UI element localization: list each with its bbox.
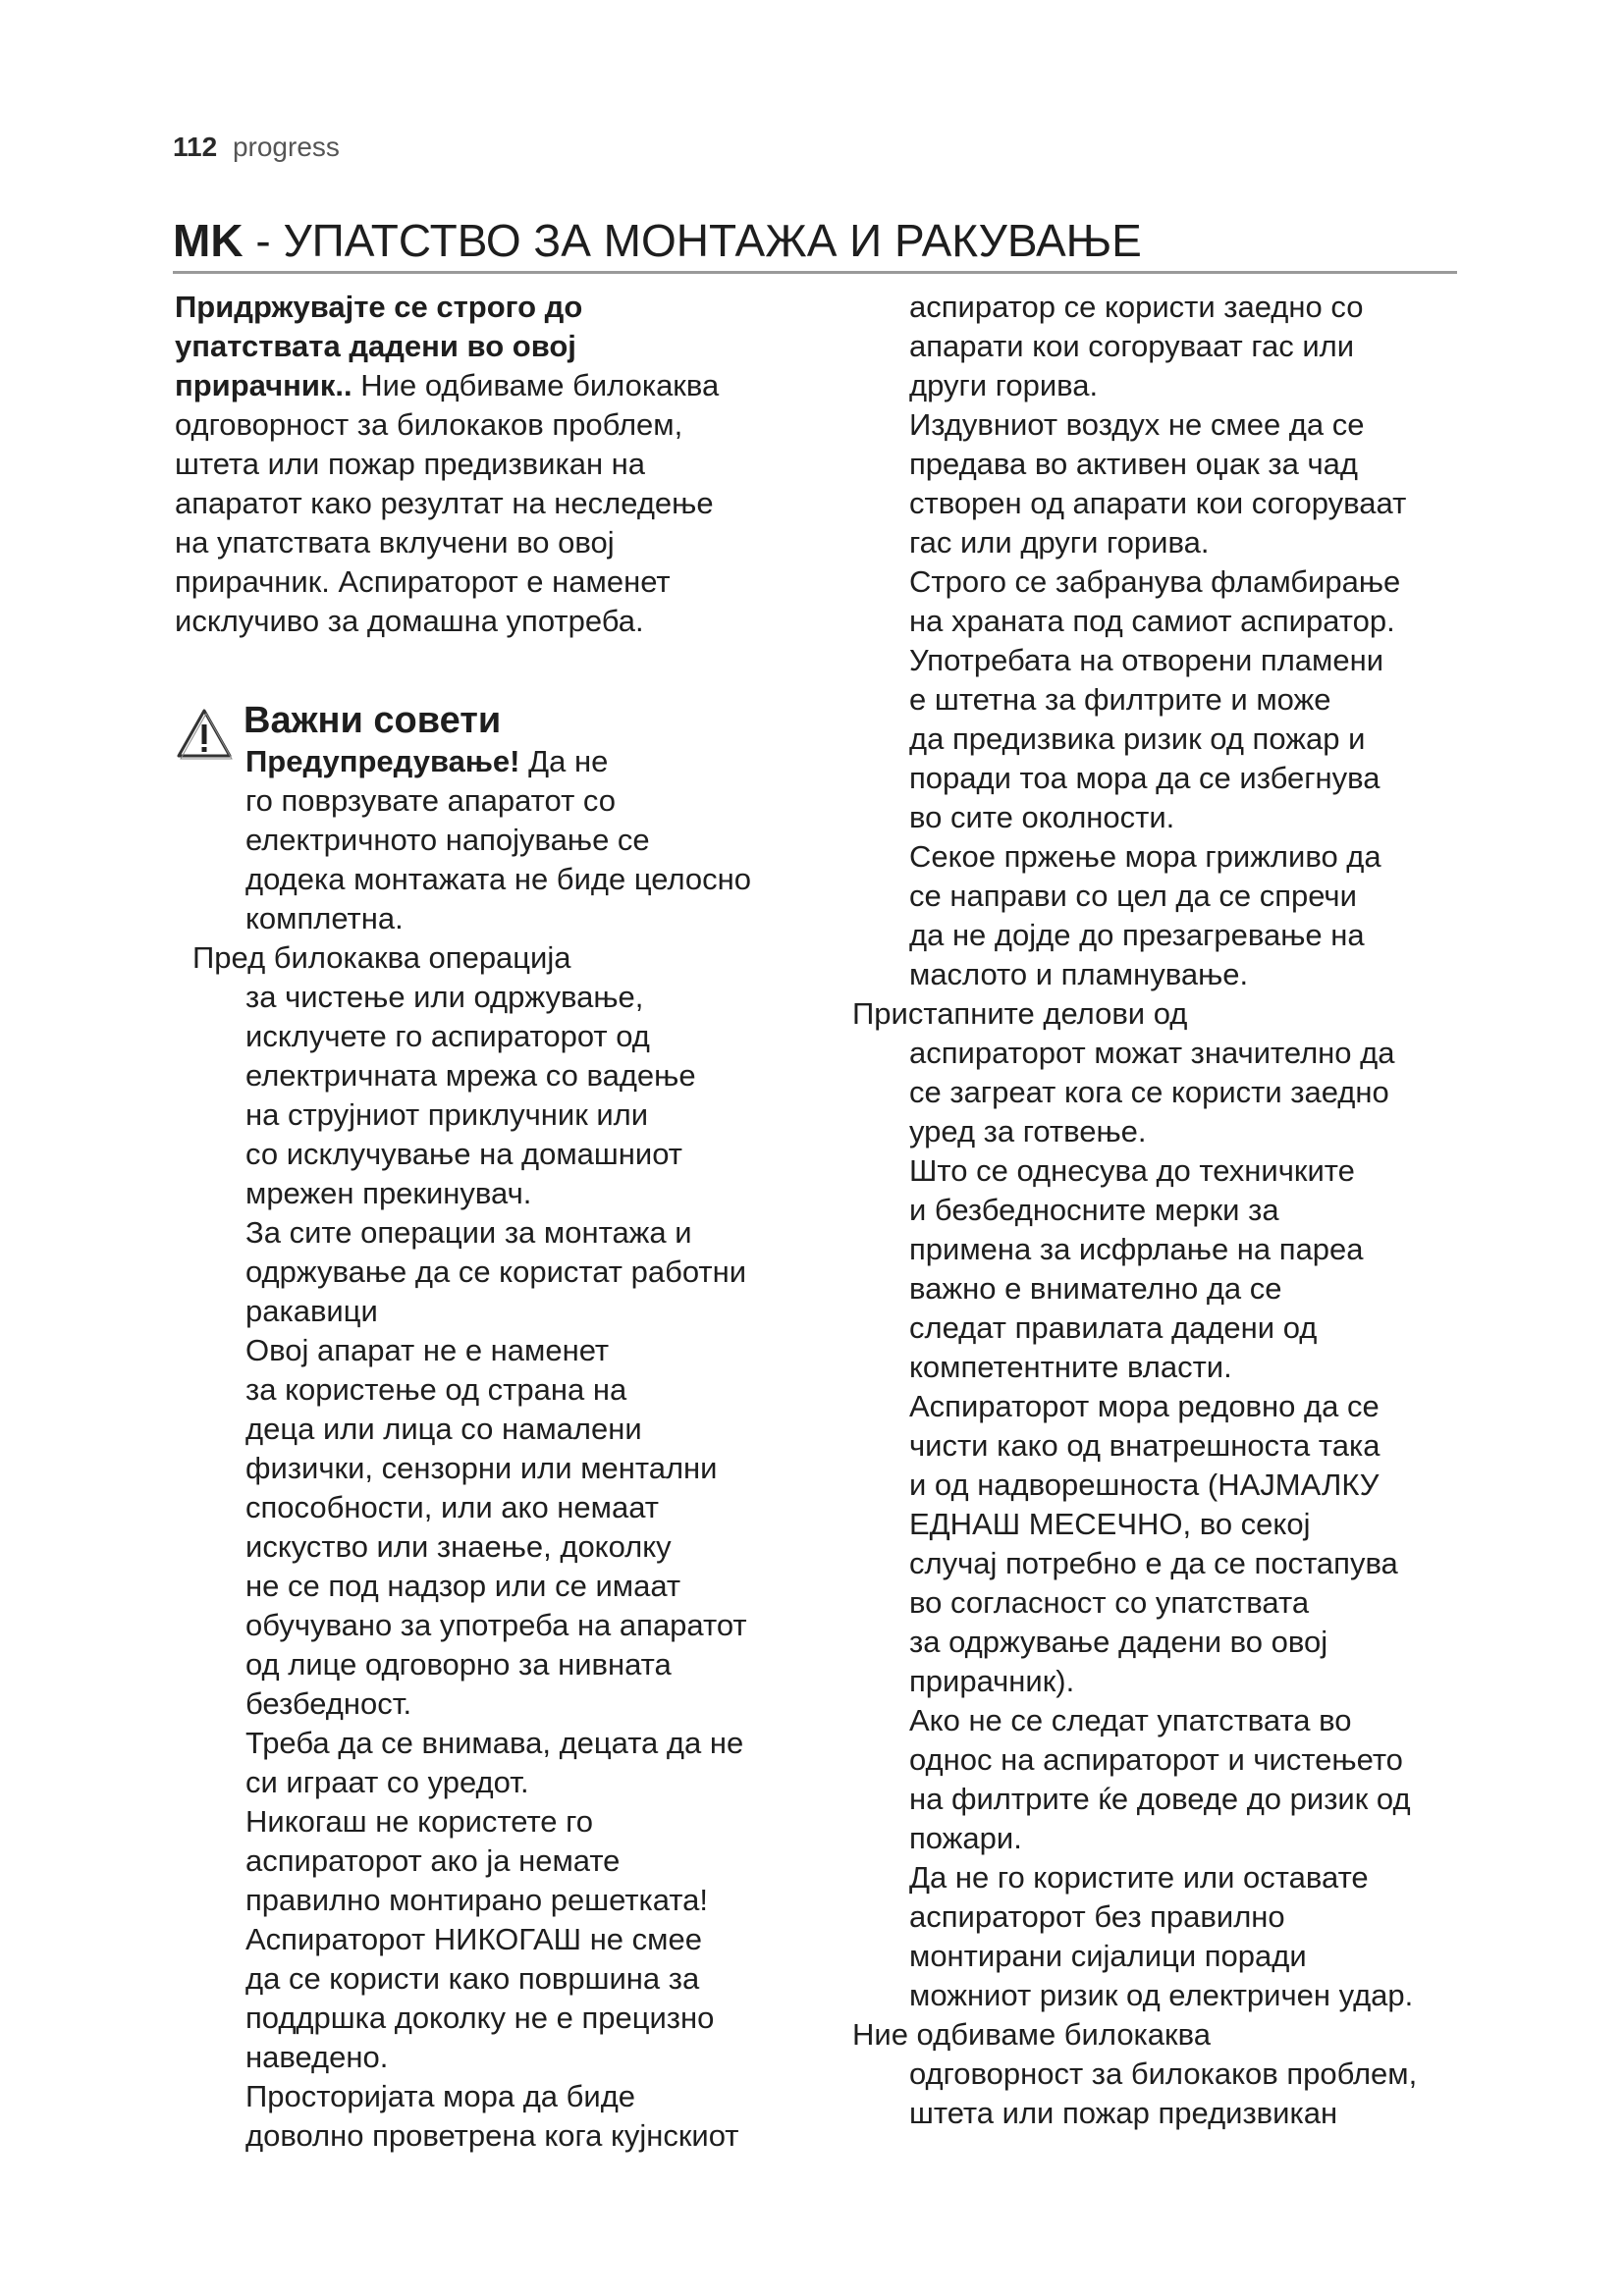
text-line: Ако не се следат упатствата во bbox=[909, 1703, 1352, 1737]
text-line: однос на аспираторот и чистењето bbox=[909, 1742, 1403, 1777]
warning-bold-label: Предупредување! bbox=[245, 744, 520, 778]
text-line: на струјниот приклучник или bbox=[245, 1097, 649, 1132]
text-line: Употребата на отворени пламени bbox=[909, 643, 1384, 677]
text-line: поради тоа мора да се избегнува bbox=[909, 761, 1380, 795]
text-line: створен од апарати кои согоруваат bbox=[909, 486, 1407, 520]
text-line: ракавици bbox=[245, 1294, 378, 1328]
text-line: наведено. bbox=[245, 2040, 389, 2074]
text-line: на упатствата вклучени во овој bbox=[175, 525, 615, 560]
text-line: други горива. bbox=[909, 368, 1099, 402]
text-line: не се под надзор или се имаат bbox=[245, 1569, 681, 1603]
warning-list-left bbox=[175, 978, 813, 2156]
text-line: Строго се забранува фламбирање bbox=[909, 564, 1401, 599]
brand-name: progress bbox=[232, 132, 340, 162]
intro-bold-line: прирачник.. bbox=[175, 368, 352, 402]
text-line: Издувниот воздух не смее да се bbox=[909, 407, 1365, 442]
text-line: Никогаш не користете го bbox=[245, 1804, 594, 1839]
text-line: да се користи како површина за bbox=[245, 1961, 700, 1996]
page-number: 112 bbox=[173, 132, 218, 162]
text-line: безбедност. bbox=[245, 1686, 412, 1721]
warning-list-right-c bbox=[854, 2055, 1463, 2133]
intro-bold-line: упатствата дадени во овој bbox=[175, 329, 576, 363]
group-lead: Пред билокаква операција bbox=[192, 940, 571, 975]
text-line: да не дојде до презагревање на bbox=[909, 918, 1365, 952]
text-line: аспираторот можат значително да bbox=[909, 1036, 1395, 1070]
text-line: исклучиво за домашна употреба. bbox=[175, 604, 644, 638]
text-line: деца или лица со намалени bbox=[245, 1412, 642, 1446]
text-line: Аспираторот НИКОГАШ не смее bbox=[245, 1922, 702, 1956]
left-column bbox=[175, 288, 813, 2156]
text-line: комплетна. bbox=[245, 901, 404, 935]
text-line: Овој апарат не е наменет bbox=[245, 1333, 610, 1367]
text-line: искуство или знаење, доколку bbox=[245, 1529, 672, 1564]
text-line: предава во активен оџак за чад bbox=[909, 447, 1358, 481]
text-line: одговорност за билокаков проблем, bbox=[175, 407, 683, 442]
right-column bbox=[854, 288, 1463, 2133]
text-line: апаратот како резултат на неследење bbox=[175, 486, 714, 520]
intro-line: Ние одбиваме билокаква bbox=[352, 368, 720, 402]
warning-triangle-icon bbox=[175, 707, 234, 760]
text-line: случај потребно е да се постапува bbox=[909, 1546, 1398, 1580]
warning-lines bbox=[245, 781, 813, 938]
text-line: во согласност со упатствата bbox=[909, 1585, 1310, 1620]
text-line: За сите операции за монтажа и bbox=[245, 1215, 692, 1250]
text-line: од лице одговорно за нивната bbox=[245, 1647, 672, 1682]
text-line: монтирани сијалици поради bbox=[909, 1939, 1307, 1973]
text-line: следат правилата дадени од bbox=[909, 1310, 1318, 1345]
text-line: на храната под самиот аспиратор. bbox=[909, 604, 1395, 638]
language-code: MK bbox=[173, 215, 244, 266]
intro-lines bbox=[175, 405, 813, 641]
warning-list-right-b bbox=[854, 1034, 1463, 2015]
group-lead-c: Ние одбиваме билокаква bbox=[852, 2017, 1211, 2052]
text-line: електричната мрежа со вадење bbox=[245, 1058, 696, 1093]
text-line: Треба да се внимава, децата да не bbox=[245, 1726, 744, 1760]
text-line: обучувано за употреба на апаратот bbox=[245, 1608, 747, 1642]
text-line: додека монтажата не биде целосно bbox=[245, 862, 751, 896]
text-line: Да не го користите или оставате bbox=[909, 1860, 1369, 1895]
text-line: аспиратор се користи заедно со bbox=[909, 290, 1364, 324]
text-line: во сите околности. bbox=[909, 800, 1175, 834]
text-line: штета или пожар предизвикан bbox=[909, 2096, 1338, 2130]
page-title bbox=[173, 212, 1142, 269]
text-line: и од надворешноста (НАЈМАЛКУ bbox=[909, 1468, 1380, 1502]
text-line: Просторијата мора да биде bbox=[245, 2079, 636, 2113]
text-line: штета или пожар предизвикан на bbox=[175, 447, 646, 481]
text-line: електричното напојување се bbox=[245, 823, 650, 857]
text-line: уред за готвење. bbox=[909, 1114, 1147, 1148]
text-line: важно е внимателно да се bbox=[909, 1271, 1282, 1306]
text-line: апарати кои согоруваат гас или bbox=[909, 329, 1355, 363]
title-underline bbox=[173, 271, 1457, 274]
text-line: пожари. bbox=[909, 1821, 1022, 1855]
text-line: Секое пржење мора грижливо да bbox=[909, 839, 1381, 874]
text-line: правилно монтирано решетката! bbox=[245, 1883, 709, 1917]
text-line: исклучете го аспираторот од bbox=[245, 1019, 650, 1053]
text-line: е штетна за филтрите и може bbox=[909, 682, 1331, 717]
text-line: гас или други горива. bbox=[909, 525, 1210, 560]
text-line: си играат со уредот. bbox=[245, 1765, 529, 1799]
warnings-heading bbox=[175, 699, 813, 742]
text-line: способности, или ако немаат bbox=[245, 1490, 659, 1524]
text-line: чисти како од внатрешноста така bbox=[909, 1428, 1380, 1463]
text-line: го поврзувате апаратот со bbox=[245, 783, 616, 818]
text-line: аспираторот ако ја немате bbox=[245, 1843, 621, 1878]
text-line: физички, сензорни или ментални bbox=[245, 1451, 718, 1485]
text-line: Што се однесува до техничките bbox=[909, 1153, 1355, 1188]
text-line: и безбедносните мерки за bbox=[909, 1193, 1279, 1227]
text-line: за одржување дадени во овој bbox=[909, 1625, 1328, 1659]
text-line: за чистење или одржување, bbox=[245, 980, 644, 1014]
title-text: УПАТСТВО ЗА МОНТАЖА И РАКУВАЊЕ bbox=[283, 215, 1142, 266]
group-lead-b: Пристапните делови од bbox=[852, 996, 1188, 1031]
text-line: примена за исфрлање на пареа bbox=[909, 1232, 1364, 1266]
text-line: прирачник). bbox=[909, 1664, 1075, 1698]
title-separator: - bbox=[243, 215, 284, 266]
text-line: аспираторот без правилно bbox=[909, 1899, 1285, 1934]
text-line: на филтрите ќе доведе до ризик од bbox=[909, 1782, 1411, 1816]
text-line: Аспираторот мора редовно да се bbox=[909, 1389, 1380, 1423]
text-line: мрежен прекинувач. bbox=[245, 1176, 532, 1210]
text-line: се направи со цел да се спречи bbox=[909, 879, 1357, 913]
text-line: да предизвика ризик од пожар и bbox=[909, 721, 1366, 756]
text-line: доволно проветрена кога кујнскиот bbox=[245, 2118, 739, 2153]
text-line: ЕДНАШ МЕСЕЧНО, во секој bbox=[909, 1507, 1311, 1541]
text-line: можниот ризик од електричен удар. bbox=[909, 1978, 1414, 2012]
text-line: прирачник. Аспираторот е наменет bbox=[175, 564, 671, 599]
warnings-heading-text: Важни совети bbox=[244, 700, 502, 741]
intro-bold-line: Придржувајте се строго до bbox=[175, 290, 583, 324]
text-line: компетентните власти. bbox=[909, 1350, 1232, 1384]
intro-paragraph bbox=[175, 288, 813, 641]
text-line: се загреат кога се користи заедно bbox=[909, 1075, 1389, 1109]
warning-list-right-a bbox=[854, 288, 1463, 994]
warning-text: Да не bbox=[519, 744, 609, 778]
text-line: поддршка доколку не е прецизно bbox=[245, 2001, 715, 2035]
text-line: со исклучување на домашниот bbox=[245, 1137, 682, 1171]
text-line: одржување да се користат работни bbox=[245, 1255, 747, 1289]
page-header bbox=[173, 132, 340, 163]
text-line: за користење од страна на bbox=[245, 1372, 627, 1407]
text-line: маслото и пламнување. bbox=[909, 957, 1249, 991]
warning-item-first bbox=[175, 742, 813, 938]
text-line: одговорност за билокаков проблем, bbox=[909, 2056, 1418, 2091]
